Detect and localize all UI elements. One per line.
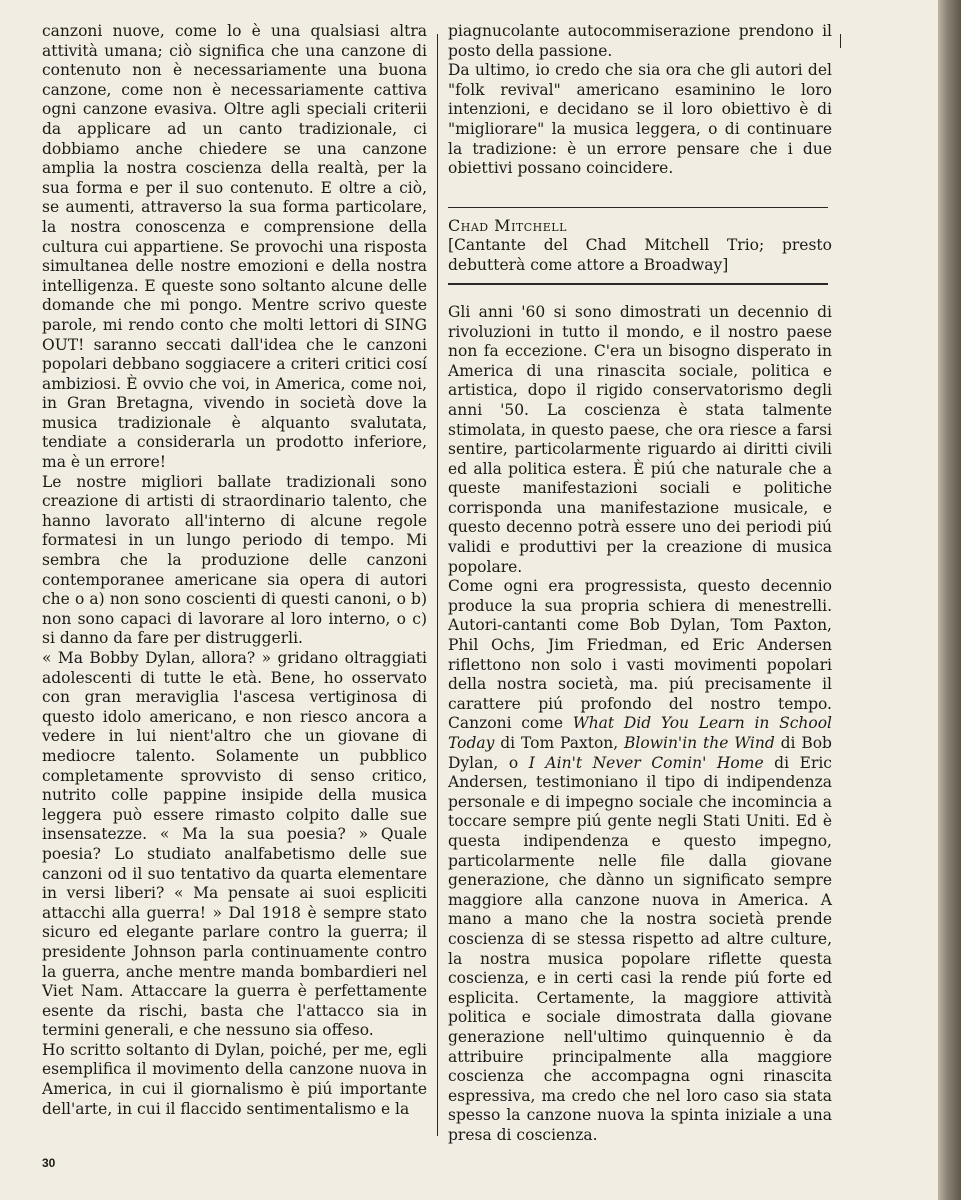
song-title: I Ain't Never Comin' Home <box>528 753 764 772</box>
section-rule-top <box>448 207 828 209</box>
paragraph: Le nostre migliori ballate tradizionali sono creazione di artisti di straordinario talento, che hanno lavorato all'interno di alcune regole formatesi in un lungo periodo di tempo. Mi sembra che la produzione delle canzoni contemporanee americane sia opera di autori che o a) non sono coscienti di questi canoni, o b) non sono capaci di lavorare al loro interno, o c) si danno da fare per distruggerli. <box>42 472 427 648</box>
paragraph: piagnucolante autocommiserazione prendono il posto della passione. <box>448 22 832 60</box>
section-rule-bottom <box>448 283 828 285</box>
text-run: di Tom Paxton, <box>494 734 625 752</box>
right-margin-tick <box>840 34 841 48</box>
paragraph: Ho scritto soltanto di Dylan, poiché, per me, egli esemplifica il movimento della canzone nuova in America, in cui il giornalismo è piú importante dell'arte, in cui il flaccido sentimentalismo e la <box>42 1040 427 1118</box>
text-run: Come ogni era progressista, questo decennio produce la sua propria schiera di menestrelli. Autori-cantanti come Bob Dylan, Tom Paxton, Phil Ochs, Jim Friedman, ed Eric Andersen riflettono non solo i vasti movimenti popolari della nostra società, ma. piú precisamente il carattere piú profondo del nostro tempo. Canzoni come <box>448 577 832 733</box>
text-run: di Eric Andersen, testimoniano il tipo di indipendenza personale e di impegno sociale che incomincia a toccare sempre piú gente negli Stati Uniti. Ed è questa indipendenza e questo impegno, particolarmente nelle file dalla giovane generazione, che dànno un significato sempre maggiore alla canzone nuova in America. A mano a mano che la nostra società prende coscienza di se stessa rispetto ad altre culture, la nostra musica popolare riflette questa coscienza, e in certi casi la rende piú forte ed esplicita. Certamente, la maggiore attività politica e sociale dimostrata dalla giovane generazione nell'ultimo quinquennio è da attribuire principalmente alla maggiore coscienza che accompagna ogni rinascita espressiva, ma credo che nel loro caso sia stata spesso la canzone nuova la spinta iniziale a una presa di coscienza. <box>448 753 832 1144</box>
left-column <box>42 22 427 1119</box>
text-run: di Bob Dylan, o <box>448 734 832 772</box>
paragraph: canzoni nuove, come lo è una qualsiasi altra attività umana; ciò significa che una canzone di contenuto non è necessariamente una buona canzone, come non è necessariamente cattiva ogni canzone evasiva. Oltre agli speciali criterii da applicare ad un canto tradizionale, ci dobbiamo anche chiedere se una canzone amplia la nostra coscienza della realtà, per la sua forma e per il suo contenuto. E oltre a ciò, se aumenti, attraverso la sua forma particolare, la nostra conoscenza e comprensione della cultura cui appartiene. Se provochi una risposta simultanea delle nostre emozioni e della nostra intelligenza. E queste sono soltanto alcune delle domande che mi pongo. Mentre scrivo queste parole, mi rendo conto che molti lettori di SING OUT! saranno seccati dall'idea che le canzoni popolari debbano soggiacere a criteri critici cosí ambiziosi. È ovvio che voi, in America, come noi, in Gran Bretagna, vivendo in società dove la musica tradizionale è alquanto svalutata, tendiate a considerarla un prodotto inferiore, ma è un errore! <box>42 22 427 472</box>
column-divider <box>437 34 438 1136</box>
paragraph: « Ma Bobby Dylan, allora? » gridano oltraggiati adolescenti di tutte le età. Bene, ho osservato con gran meraviglia l'ascesa vertiginosa di questo idolo americano, e non riesco ancora a vedere in lui nient'altro che un giovane di mediocre talento. Solamente un pubblico completamente sprovvisto di senso critico, nutrito colle pappine insipide della musica leggera può essere rimasto colpito dalle sue insensatezze. « Ma la sua poesia? » Quale poesia? Lo studiato analfabetismo delle sue canzoni od il suo tentativo da quarta elementare in versi liberi? « Ma pensate ai suoi espliciti attacchi alla guerra! » Dal 1918 è sempre stato sicuro ed elegante parlare contro la guerra; il presidente Johnson parla continuamente contro la guerra, anche mentre manda bombardieri nel Viet Nam. Attaccare la guerra è perfettamente esente da rischi, basta che l'attacco sia in termini generali, e che nessuno sia offeso. <box>42 649 427 1040</box>
contributor-bio: [Cantante del Chad Mitchell Trio; presto debutterà come attore a Broadway] <box>448 236 832 274</box>
contributor-name: Chad Mitchell <box>448 216 567 236</box>
book-spine-edge <box>938 0 961 1200</box>
paragraph <box>448 577 832 1145</box>
paragraph: Da ultimo, io credo che sia ora che gli autori del "folk revival" americano esaminino le loro intenzioni, e decidano se il loro obiettivo è di "migliorare" la musica leggera, o di continuare la tradizione: è un errore pensare che i due obiettivi possano coincidere. <box>448 61 832 178</box>
paragraph: Gli anni '60 si sono dimostrati un decennio di rivoluzioni in tutto il mondo, e il nostro paese non fa eccezione. C'era un bisogno disperato in America di una rinascita sociale, politica e artistica, dopo il rigido conservatorismo degli anni '50. La coscienza è stata talmente stimolata, in questo paese, che ora riesce a farsi sentire, particolarmente riguardo ai diritti civili ed alla politica estera. È piú che naturale che a queste manifestazioni sociali e politiche corrisponda una manifestazione musicale, e questo decenno potrà essere uno dei periodi piú validi e produttivi per la creazione di musica popolare. <box>448 302 832 576</box>
page-number: 30 <box>42 1156 56 1170</box>
right-column <box>448 22 832 1145</box>
song-title: What Did You Learn in School Today <box>448 714 832 752</box>
song-title: Blowin'in the Wind <box>624 734 775 752</box>
